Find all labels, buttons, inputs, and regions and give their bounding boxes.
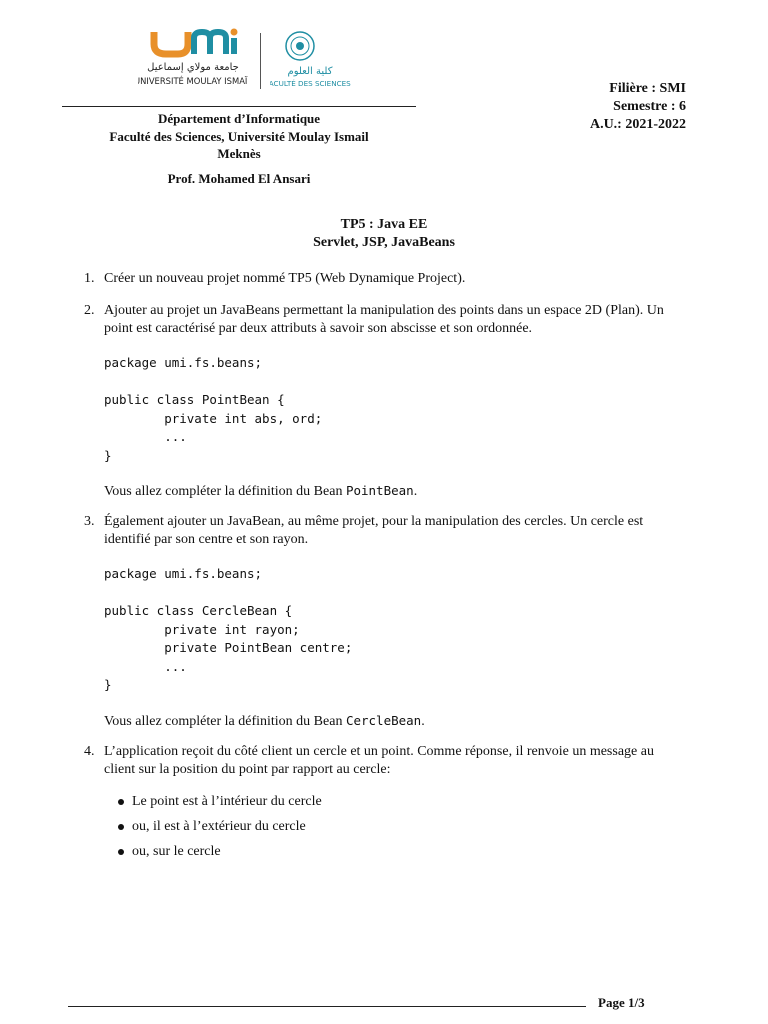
title-line-2: Servlet, JSP, JavaBeans <box>313 235 455 250</box>
logo-separator <box>260 33 261 89</box>
title-line-1: TP5 : Java EE <box>340 217 428 232</box>
item-text: Créer un nouveau projet nommé TP5 (Web Dynamique Project). <box>104 271 466 286</box>
note-text: Vous allez compléter la définition du Bean <box>104 484 346 499</box>
footer-rule <box>68 1006 586 1007</box>
note-suffix: . <box>421 713 425 729</box>
semestre: Semestre : 6 <box>613 99 686 114</box>
faculty-seal <box>270 28 360 92</box>
page-number: Page 1/3 <box>598 995 645 1010</box>
code-block-pointbean: package umi.fs.beans; public class PointBean { private int abs, ord; ... } <box>104 355 323 463</box>
note-text: Vous allez compléter la définition du Bean <box>104 713 346 729</box>
list-item <box>84 302 684 501</box>
item-number: 1. <box>84 271 95 286</box>
list-item <box>84 270 684 288</box>
note-code: CercleBean <box>345 712 422 728</box>
item-text: L’application reçoit du côté client un cercle et un point. Comme réponse, il renvoie un message au client sur la position du point par rapport au cercle: <box>104 743 654 777</box>
item-number: 4. <box>84 743 95 759</box>
umi-logo <box>138 28 248 92</box>
city-name: Meknès <box>217 146 261 161</box>
umi-logo-mark <box>138 28 248 92</box>
bullet-item: Le point est à l’intérieur du cercle <box>116 793 684 818</box>
code-block-cerclebean: package umi.fs.beans; public class CercleBean { private int rayon; private PointBean centre; ... } <box>104 566 353 692</box>
list-item <box>84 743 684 868</box>
umi-arabic-name: جامعة مولاي إسماعيل <box>147 62 239 73</box>
item-text: Ajouter au projet un JavaBeans permettant la manipulation des points dans un espace 2D (Plan). Un point est caractérisé par deux attributs à savoir son abscisse et son ordonnée. <box>104 303 664 336</box>
item-text: Également ajouter un JavaBean, au même projet, pour la manipulation des cercles. Un cercle est identifié par son centre et son rayon. <box>104 514 644 547</box>
item-note <box>104 712 684 731</box>
bullet-item: ou, il est à l’extérieur du cercle <box>116 818 684 843</box>
course-info <box>590 80 686 134</box>
faculty-name: Faculté des Sciences, Université Moulay Ismail <box>109 129 369 144</box>
note-suffix: . <box>413 484 418 499</box>
document-title <box>0 216 768 252</box>
department-name: Département d’Informatique <box>157 111 321 126</box>
bullet-item: ou, sur le cercle <box>116 843 684 868</box>
item-number: 2. <box>84 303 95 318</box>
item-note <box>104 482 684 501</box>
faculty-arabic-name: كلية العلوم <box>287 66 333 77</box>
faculty-latin-name: FACULTÉ DES SCIENCES <box>270 79 351 88</box>
professor-name: Prof. Mohamed El Ansari <box>167 171 311 186</box>
bullet-list <box>116 793 684 868</box>
exercise-list <box>84 270 684 868</box>
item-number: 3. <box>84 514 95 529</box>
faculty-logo <box>270 28 360 92</box>
umi-latin-name: UNIVERSITÉ MOULAY ISMAÏL <box>138 76 248 86</box>
list-item <box>84 513 684 731</box>
note-code: PointBean <box>345 483 414 498</box>
filiere: Filière : SMI <box>609 81 686 96</box>
header-rule <box>62 106 416 107</box>
academic-year: A.U.: 2021-2022 <box>589 117 686 132</box>
